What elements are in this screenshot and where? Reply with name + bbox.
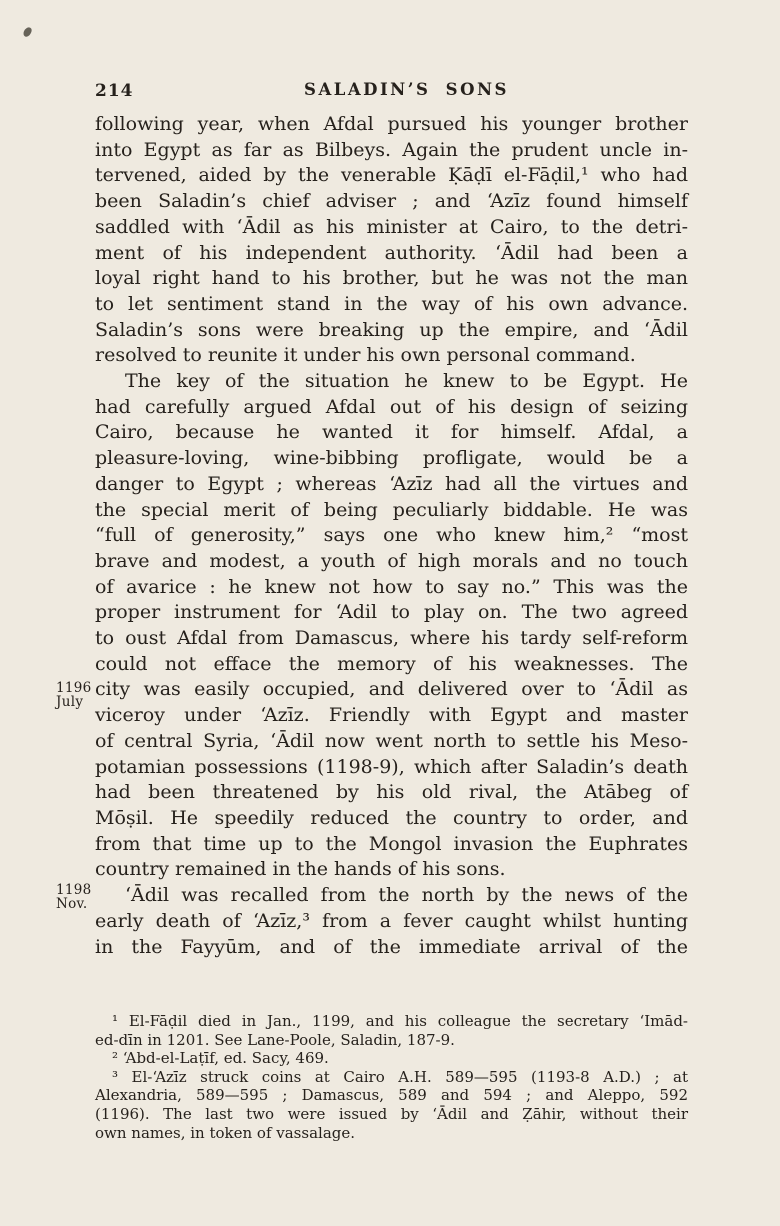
paper-speck <box>22 26 33 38</box>
text-line: tervened, aided by the venerable Ḳāḍī el-Fāḍil,¹ who had <box>95 164 688 187</box>
text-line: had carefully argued Afdal out of his design of seizing <box>95 395 688 418</box>
footnote-3 <box>95 1068 688 1142</box>
footnote-2 <box>95 1049 688 1068</box>
text-line: Mōṣil. He speedily reduced the country to order, and <box>95 806 688 829</box>
text-line: had been threatened by his old rival, the Atābeg of <box>95 781 688 804</box>
text-line: loyal right hand to his brother, but he was not the man <box>95 267 688 290</box>
text-line: ³ El-‘Azīz struck coins at Cairo A.H. 589—595 (1193-8 A.D.) ; at <box>112 1067 688 1086</box>
text-line: early death of ‘Azīz,³ from a fever caught whilst hunting <box>95 909 688 932</box>
text-line: pleasure-loving, wine-bibbing profligate, would be a <box>95 447 688 470</box>
margin-note-1196-july <box>56 682 96 709</box>
text-line: “full of generosity,” says one who knew him,² “most <box>95 524 688 547</box>
text-line: the special merit of being peculiarly biddable. He was <box>95 498 688 521</box>
margin-note-month: Nov. <box>56 895 88 912</box>
text-line: ment of his independent authority. ‘Ādil had been a <box>95 241 688 264</box>
text-line: could not efface the memory of his weaknesses. The <box>95 652 688 675</box>
text-line: ² ‘Abd-el-Laṭīf, ed. Sacy, 469. <box>112 1049 329 1068</box>
margin-note-year: 1196 <box>56 680 92 696</box>
text-line: Saladin’s sons were breaking up the empire, and ‘Ādil <box>95 318 688 341</box>
text-line: to let sentiment stand in the way of his own advance. <box>95 292 688 315</box>
text-line: country remained in the hands of his sons. <box>95 858 506 881</box>
text-line: own names, in token of vassalage. <box>95 1123 356 1142</box>
paragraph-3 <box>95 883 688 960</box>
text-line: Alexandria, 589—595 ; Damascus, 589 and 594 ; and Aleppo, 592 <box>95 1086 688 1105</box>
paragraph-2 <box>95 369 688 883</box>
text-line: potamian possessions (1198-9), which after Saladin’s death <box>95 755 688 778</box>
text-line: saddled with ‘Ādil as his minister at Cairo, to the detri- <box>95 215 688 238</box>
text-line: city was easily occupied, and delivered over to ‘Ādil as <box>95 678 688 701</box>
text-line: been Saladin’s chief adviser ; and ‘Azīz found himself <box>95 190 688 213</box>
text-line: ed-dīn in 1201. See Lane-Poole, Saladin, 187-9. <box>95 1030 455 1049</box>
text-line: resolved to reunite it under his own personal command. <box>95 344 636 367</box>
margin-note-year: 1198 <box>56 882 92 898</box>
text-line: from that time up to the Mongol invasion the Euphrates <box>95 832 688 855</box>
text-line: of central Syria, ‘Ādil now went north to settle his Meso- <box>95 729 688 752</box>
margin-note-1198-nov <box>56 884 96 911</box>
text-line: of avarice : he knew not how to say no.” This was the <box>95 575 688 598</box>
text-line: into Egypt as far as Bilbeys. Again the prudent uncle in- <box>95 138 688 161</box>
text-line: danger to Egypt ; whereas ‘Azīz had all the virtues and <box>95 472 688 495</box>
text-line: ‘Ādil was recalled from the north by the news of the <box>125 884 688 907</box>
text-line: (1196). The last two were issued by ‘Ādil and Ẓāhir, without their <box>95 1104 688 1123</box>
text-line: ¹ El-Fāḍil died in Jan., 1199, and his colleague the secretary ‘Imād- <box>112 1012 688 1030</box>
paragraph-1 <box>95 112 688 369</box>
body-text <box>95 112 688 960</box>
footnote-1 <box>95 1012 688 1049</box>
footnotes <box>95 1012 688 1142</box>
text-line: following year, when Afdal pursued his younger brother <box>95 113 688 135</box>
text-line: in the Fayyūm, and of the immediate arrival of the <box>95 935 688 958</box>
text-line: to oust Afdal from Damascus, where his tardy self-reform <box>95 627 688 650</box>
margin-note-month: July <box>56 693 84 710</box>
page-number: 214 <box>95 81 134 101</box>
text-line: brave and modest, a youth of high morals and no touch <box>95 549 688 572</box>
text-line: proper instrument for ‘Adil to play on. The two agreed <box>95 601 688 624</box>
text-line: Cairo, because he wanted it for himself. Afdal, a <box>95 421 688 444</box>
text-line: The key of the situation he knew to be Egypt. He <box>125 370 688 393</box>
page-header <box>95 80 688 102</box>
text-line: viceroy under ‘Azīz. Friendly with Egypt and master <box>95 704 688 727</box>
running-title: SALADIN’S SONS <box>304 80 509 99</box>
